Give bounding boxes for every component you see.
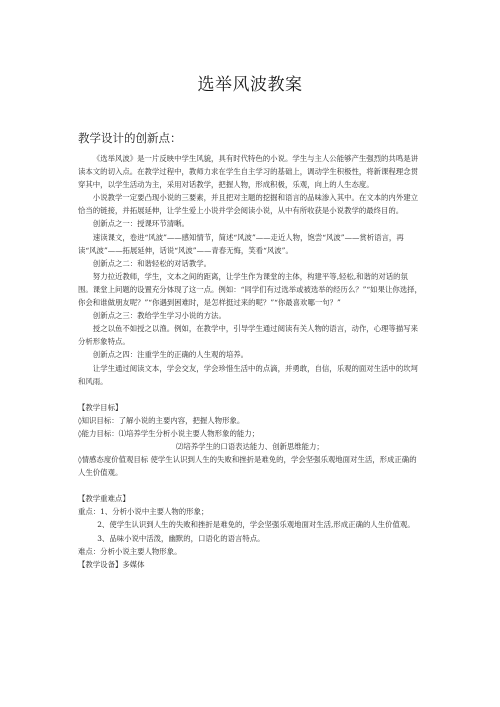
paragraph: 努力拉近教师，学生，文本之间的距离，让学生作为课堂的主体，构建平等,轻松,和谐的对话的氛围。课堂上问题的设置充分体现了这一点。例如：“同学们有过选举或被选举的经历么？”“如果让你选择，你会和谁做朋友呢？”“你遇到困难时，是怎样挺过来的呢？”“你最喜欢哪一句？” bbox=[78, 271, 422, 308]
paragraph: 《选举风波》是一片反映中学生风貌，具有时代特色的小说。学生与主人公能够产生强烈的共鸣是讲读本文的切入点。在教学过程中，教师力求在学生自主学习的基础上，调动学生积极性，将新课程理念贯穿其中，以学生活动为主，采用对话教学，把握人物，形成积极，乐观，向上的人生态度。 bbox=[78, 154, 418, 190]
paragraph: 让学生通过阅读文本，学会交友，学会珍惜生活中的点滴，并勇敢，自信，乐观的面对生活中的坎坷和风雨。 bbox=[78, 363, 418, 386]
document-body bbox=[78, 152, 422, 571]
paragraph: 创新点之三：教给学生学习小说的方法。 bbox=[92, 311, 226, 321]
goal-knowledge: ◊知识目标：了解小说的主要内容，把握人物形象。 bbox=[78, 415, 245, 425]
paragraph: 授之以鱼不如授之以渔。例如，在教学中，引导学生通过阅读有关人物的语言，动作，心理等描写来分析形象特点。 bbox=[78, 324, 418, 347]
key-point-1: 重点：1、分析小说中主要人物的形象； bbox=[78, 507, 209, 517]
key-point-3: 3、品味小说中活泼，幽默的，口语化的语言特点。 bbox=[97, 533, 265, 543]
goals-heading: 【教学目标】 bbox=[78, 402, 123, 412]
paragraph: 创新点之二：和谐轻松的对话教学。 bbox=[92, 258, 212, 268]
goal-ability-2: ⑵培养学生的口语表达能力、创新思维能力； bbox=[176, 441, 324, 451]
paragraph: 小说教学一定要凸现小说的三要素，并且把对主题的挖掘和语言的品味渗入其中。在文本的内外建立恰当的链接，并拓展延伸，让学生爱上小说并学会阅读小说，从中有所收获是小说教学的最终目的。 bbox=[78, 193, 418, 216]
section-heading: 教学设计的创新点： bbox=[78, 131, 182, 145]
goal-emotion: ◊情感态度价值观目标 使学生认识到人生的失败和挫折是难免的，学会坚强乐观地面对生活，形成正确的人生价值观。 bbox=[78, 455, 417, 478]
paragraph: 创新点之一：授课环节清晰。 bbox=[92, 219, 189, 229]
equipment: 【教学设备】多媒体 bbox=[78, 559, 145, 569]
document-title: 选举风波教案 bbox=[197, 75, 303, 95]
difficulty-point: 难点：分析小说主要人物形象。 bbox=[78, 546, 182, 556]
key-points-heading: 【教学重难点】 bbox=[78, 494, 130, 504]
paragraph: 速读课文，卷进“风波”——感知情节，简述“风波”——走近人物，饱尝“风波”——赏析语言，再读“风波”——拓展延伸，话说“风波”——青春无悔，笑看“风波”。 bbox=[78, 232, 404, 255]
goal-ability-1: ◊能力目标：⑴培养学生分析小说主要人物形象的能力； bbox=[78, 428, 260, 438]
key-point-2: 2、使学生认识到人生的失败和挫折是难免的，学会坚强乐观地面对生活,形成正确的人生价值观。 bbox=[97, 520, 415, 530]
paragraph: 创新点之四：注重学生的正确的人生观的培养。 bbox=[92, 350, 249, 360]
